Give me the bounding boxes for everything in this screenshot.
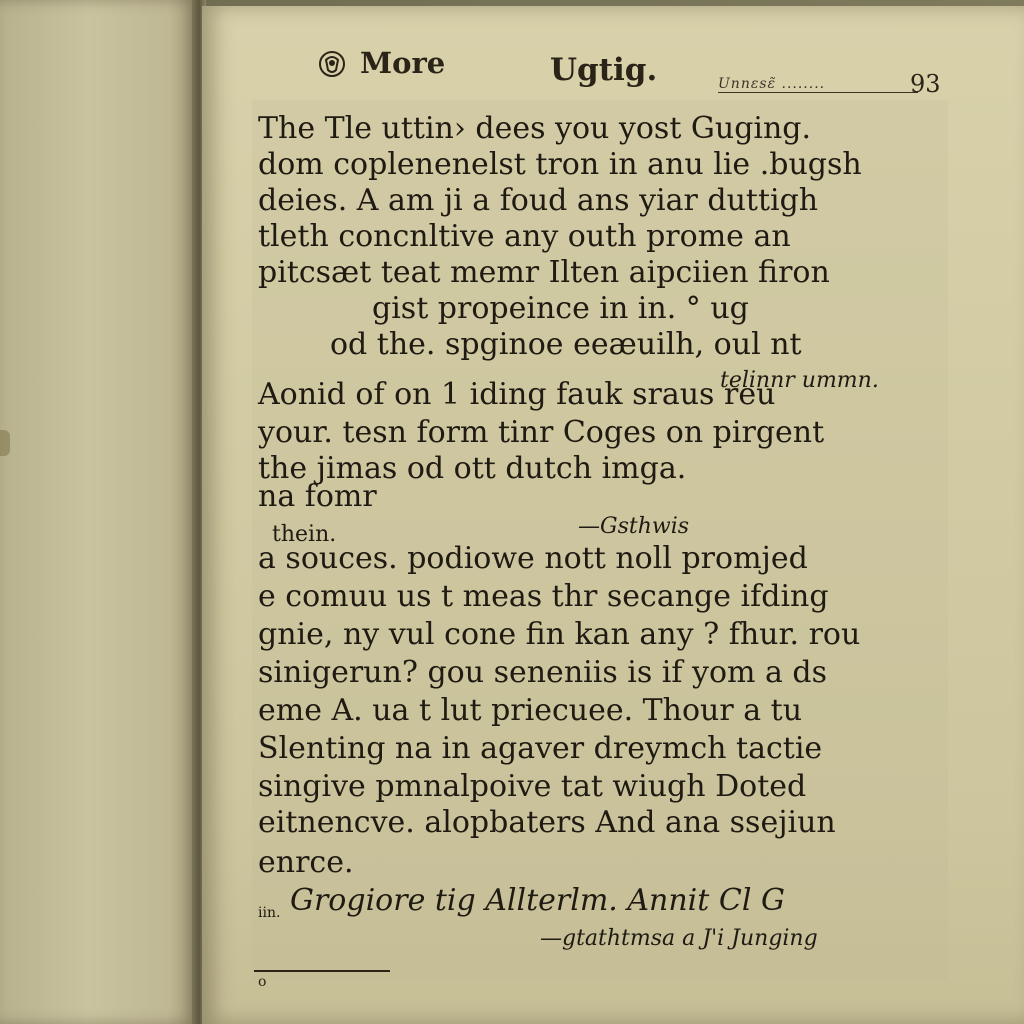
text-line: pitcsæt teat memr Ilten aipciien firon [258,255,830,290]
signature-line: Grogiore tig Allterlm. Annit Cl G [290,883,785,918]
text-line: the jimas od ott dutch imga. [258,451,687,486]
running-head: Unnɛsɛ̃ ........ [718,76,918,93]
text-line: Slenting na in agaver dreymch tactie [258,731,823,766]
signature-prefix: iin. [258,905,281,921]
header-center-title: Ugtig. [550,52,658,88]
text-line: your. tesn form tinr Coges on pirgent [258,415,825,450]
text-line: The Tle uttin› dees you yost Guging. [258,111,812,146]
page-number: 93 [910,70,941,98]
text-line: sinigerun? gou seneniis is if yom a ds [258,655,828,690]
header-left-title: More [360,46,446,80]
left-page [0,0,198,1024]
text-line: dom coplenenelst tron in anu lie .bugsh [258,147,862,182]
text-line: a souces. podiowe nott noll promjed [258,541,808,576]
page-header [0,0,1024,100]
footnote-rule [254,970,390,972]
footnote-mark: o [258,974,267,990]
text-line: enrce. [258,845,354,880]
text-line: Aonid of on 1 iding fauk sraus reu [258,377,776,412]
page-stain [0,430,10,456]
text-line: na fomr [258,479,377,514]
text-line: eme A. ua t lut priecuee. Thour a tu [258,693,803,728]
text-line: gist propeince in in. ° ug [372,291,749,326]
text-line: od the. spginoe eeæuilh, oul nt [330,327,802,362]
text-line: gnie, ny vul cone fin kan any ? fhur. rou [258,617,861,652]
text-line: e comuu us t meas thr secange ifding [258,579,829,614]
signature-subline: —gtathtmsa a J'i Junging [540,926,818,951]
text-line: —Gsthwis [578,514,690,539]
text-line: thein. [272,522,337,547]
text-line: eitnencve. alopbaters And ana ssejiun [258,805,836,840]
text-line: deies. A am ji a foud ans yiar duttigh [258,183,819,218]
text-line: telinnr ummn. [720,368,879,393]
crest-icon [316,48,348,80]
text-line: tleth concnltive any outh prome an [258,219,791,254]
text-line: singive pmnalpoive tat wiugh Doted [258,769,807,804]
